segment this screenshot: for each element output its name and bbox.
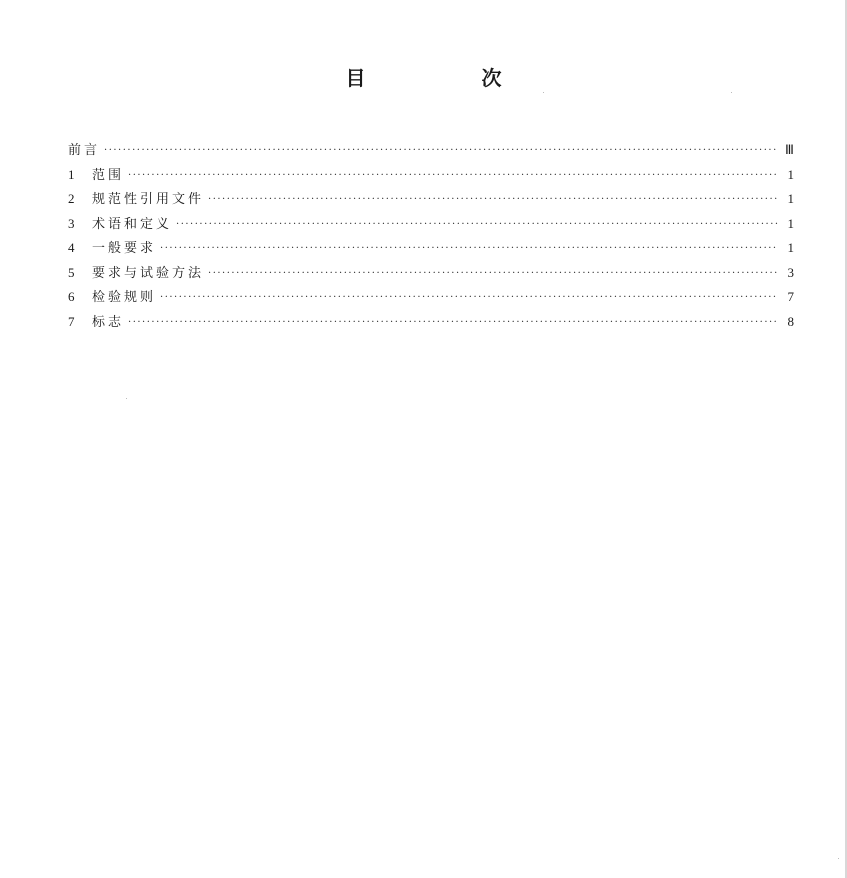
toc-dot-leader <box>160 237 778 262</box>
toc-entry-label: 检验规则 <box>92 290 157 305</box>
toc-entry-page: 7 <box>787 289 794 304</box>
toc-entry-number: 3 <box>68 215 75 231</box>
scan-speck <box>838 858 839 859</box>
toc-entry-page: 8 <box>787 313 794 329</box>
toc-entry-scope[interactable] <box>68 163 794 188</box>
toc-entry-number: 2 <box>68 191 75 206</box>
scan-speck <box>543 92 544 93</box>
table-of-contents <box>68 138 794 334</box>
toc-dot-leader <box>104 139 778 164</box>
toc-dot-leader <box>208 188 778 213</box>
toc-entry-label: 一般要求 <box>92 241 157 256</box>
scan-speck <box>126 398 127 399</box>
toc-entry-label: 要求与试验方法 <box>92 265 205 281</box>
page-title: 目 次 <box>345 66 550 90</box>
toc-entry-number: 5 <box>68 264 75 280</box>
toc-entry-preface[interactable] <box>68 138 794 163</box>
toc-entry-page: 3 <box>787 264 794 280</box>
toc-entry-page: 1 <box>787 191 794 206</box>
toc-dot-leader <box>208 262 778 287</box>
toc-entry-inspection-rules[interactable] <box>68 285 794 310</box>
toc-entry-page: 1 <box>787 215 794 231</box>
toc-entry-page: Ⅲ <box>785 142 794 157</box>
toc-entry-label: 术语和定义 <box>92 216 173 232</box>
toc-entry-normative-references[interactable] <box>68 187 794 212</box>
toc-dot-leader <box>160 286 778 311</box>
toc-entry-general-requirements[interactable] <box>68 236 794 261</box>
toc-entry-requirements-test-methods[interactable] <box>68 261 794 286</box>
toc-dot-leader <box>176 213 778 238</box>
toc-entry-number: 7 <box>68 313 75 329</box>
toc-entry-number: 6 <box>68 289 75 304</box>
toc-dot-leader <box>128 164 778 189</box>
toc-entry-label: 规范性引用文件 <box>92 192 205 207</box>
toc-entry-label: 范围 <box>92 167 125 183</box>
toc-entry-page: 1 <box>787 240 794 255</box>
toc-entry-marking[interactable] <box>68 310 794 335</box>
toc-entry-number: 4 <box>68 240 75 255</box>
toc-entry-page: 1 <box>787 166 794 182</box>
toc-entry-number: 1 <box>68 166 75 182</box>
scan-speck <box>731 92 732 93</box>
toc-dot-leader <box>128 311 778 336</box>
toc-entry-terms-definitions[interactable] <box>68 212 794 237</box>
toc-entry-label: 前言 <box>68 143 101 158</box>
toc-entry-label: 标志 <box>92 314 125 330</box>
